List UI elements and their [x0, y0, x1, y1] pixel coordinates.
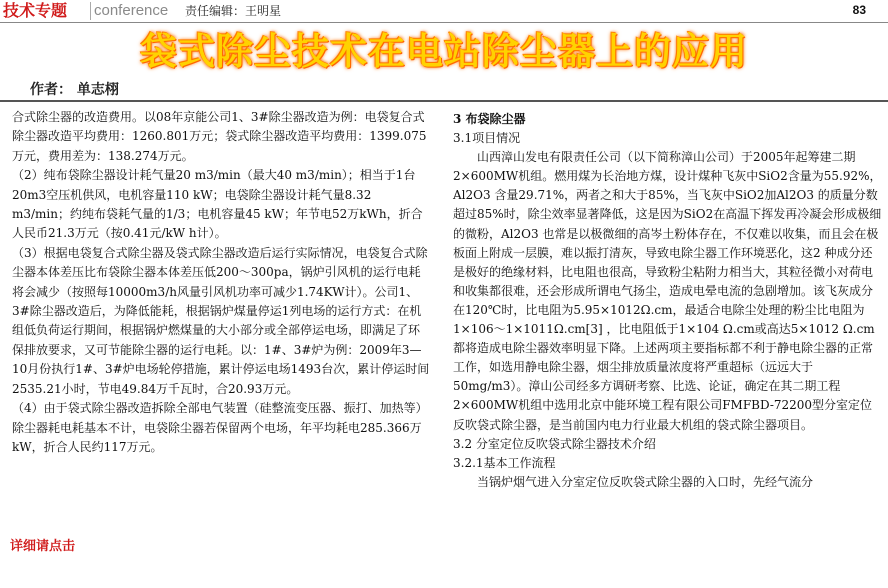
body-paragraph: （2）纯布袋除尘器设计耗气量20 m3/min（最大40 m3/min）；相当于1台20m3空压机供风，电机容量110 kW；电袋除尘器设计耗气量8.32 m3/min；约纯布袋耗气量的1/3；电机容量45 kW；年节电52万kWh，折合人民币21.3万元（按0.41元/kW h计）。	[12, 168, 423, 241]
subsection-heading: 3.2.1基本工作流程	[453, 455, 556, 470]
left-column	[12, 108, 430, 457]
subsection-heading: 3.1项目情况	[453, 131, 521, 146]
subsection-heading: 3.2 分室定位反吹袋式除尘器技术介绍	[453, 436, 656, 451]
editor-credit: 责任编辑：王明星	[185, 4, 282, 18]
section-tag: 技术专题	[3, 1, 68, 20]
body-paragraph: 合式除尘器的改造费用。以08年京能公司1、3#除尘器改造为例：电袋复合式除尘器改造平均费用：1260.801万元；袋式除尘器改造平均费用：1399.075万元，费用差为：138.274万元。	[12, 110, 427, 163]
read-more-link[interactable]: 详细请点击	[10, 539, 76, 554]
page-header	[0, 0, 888, 23]
page-number: 83	[852, 3, 866, 17]
body-paragraph: （4）由于袋式除尘器改造拆除全部电气装置（硅整流变压器、振打、加热等）除尘器耗电耗基本不计，电袋除尘器若保留两个电场，年平均耗电285.366万kW，折合人民约117万元。	[12, 401, 428, 454]
conference-label: conference	[90, 2, 174, 20]
article-title: 袋式除尘技术在电站除尘器上的应用	[140, 30, 748, 73]
article-author: 作者： 单志栩	[30, 82, 119, 98]
right-column	[453, 110, 883, 492]
section-heading: 3 布袋除尘器	[453, 112, 526, 126]
title-divider	[0, 100, 888, 102]
body-paragraph: 山西漳山发电有限责任公司（以下简称漳山公司）于2005年起筹建二期2×600MW机组。燃用煤为长治地方煤，设计煤种飞灰中SiO2含量为55.92%，Al2O3 含量29.71%，两者之和大于85%，当飞灰中SiO2加Al2O3 的质量分数超过85%时，除尘效率显著降低，这是因为SiO2在高温下挥发再冷凝会形成极细的微粉，Al2O3 也常是以极微细的高岑土粉体存在，不仅难以收集，而且会在极板面上附成一层膜，难以振打清灰，导致电除尘器工作环境恶化，这2 种成分还是极好的绝缘材料，比电阻也很高，导致粉尘粘附力相当大，其粒径微小对荷电和收集都很难，还会形成所谓电气扬尘，造成电晕电流的急剧增加。该飞灰成分在120℃时，比电阻为5.95×1012Ω.cm，最适合电除尘处理的粉尘比电阻为1×106～1×1011Ω.cm[3] ，比电阻低于1×104 Ω.cm或高达5×1012 Ω.cm 都将造成电除尘器效率明显下降。上述两项主要指标都不利于静电除尘器的正常工作，如选用静电除尘器，烟尘排放质量浓度将严重超标（远远大于50mg/m3）。漳山公司经多方调研考察、比选、论证，确定在其二期工程2×600MW机组中选用北京中能环境工程有限公司FMFBD-72200型分室定位反吹袋式除尘器，是当前国内电力行业最大机组的袋式除尘器项目。	[453, 150, 882, 432]
body-paragraph: （3）根据电袋复合式除尘器及袋式除尘器改造后运行实际情况，电袋复合式除尘器本体差压比布袋除尘器本体差压低200～300pa，锅炉引风机的运行电耗将会减少（按照每10000m3/h风量引风机功率可减少1.74KW计）。公司1、3#除尘器改造后，为降低能耗，根据锅炉煤量停运1列电场的运行方式：在机组低负荷运行期间，根据锅炉燃煤量的大小部分或全部停运电场，即满足了环保排放要求，又可节能除尘器的运行电耗。以：1#、3#炉为例：2009年3—10月份执行1#、3#炉电场轮停措施，累计停运电场1493台次，累计停运时间2535.21小时，节电49.84万千瓦时，合20.93万元。	[12, 245, 430, 396]
body-paragraph: 当锅炉烟气进入分室定位反吹袋式除尘器的入口时，先经气流分	[477, 474, 814, 489]
